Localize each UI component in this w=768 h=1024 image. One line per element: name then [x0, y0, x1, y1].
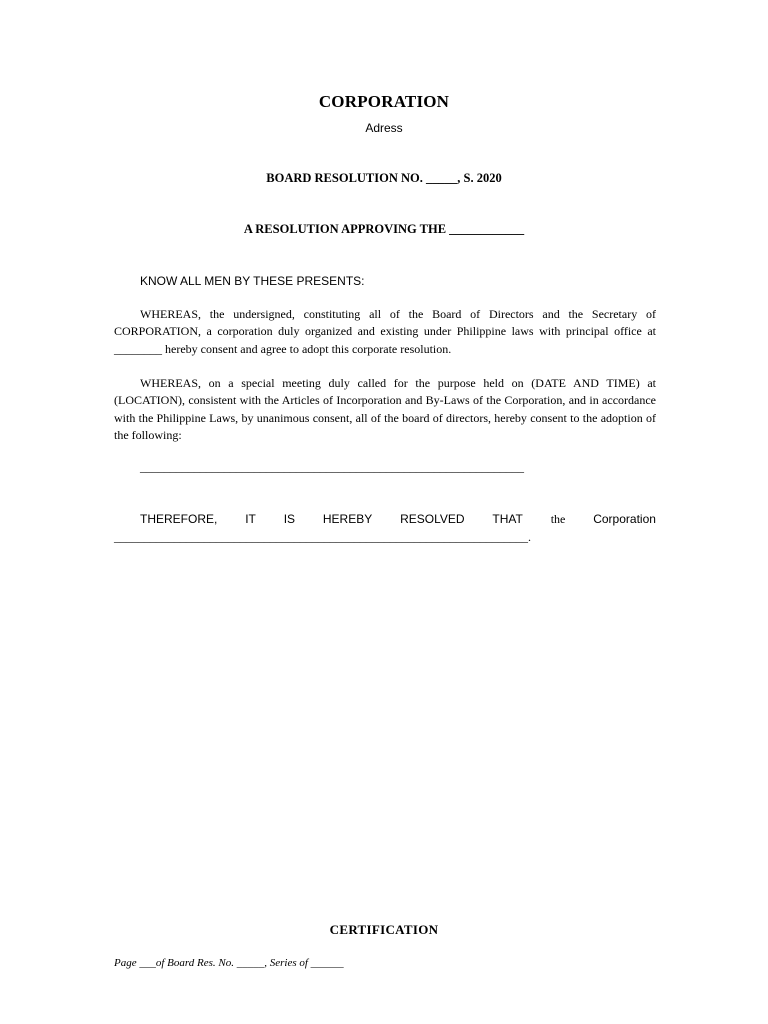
therefore-blank-line: _____________________________________________________________________. — [114, 530, 531, 544]
resolution-blank-line: ________________________________________________________________ — [140, 460, 524, 474]
therefore-word: RESOLVED — [400, 512, 465, 526]
therefore-word: THEREFORE, — [140, 512, 218, 526]
therefore-word: IT — [245, 512, 256, 526]
whereas-paragraph-2: WHEREAS, on a special meeting duly called for the purpose held on (DATE AND TIME) at (LOCATION), consistent with the Articles of Incorporation and By-Laws of the Corporation, and in accordance with the Philippine Laws, by unanimous consent, all of the board of directors, hereby consent to the adoption of the following: — [114, 376, 656, 442]
know-all-men-line: KNOW ALL MEN BY THESE PRESENTS: — [140, 274, 365, 288]
therefore-word: the — [550, 512, 566, 526]
resolution-subject: A RESOLUTION APPROVING THE ____________ — [243, 222, 525, 236]
address-line: Adress — [365, 121, 403, 135]
therefore-clause — [140, 512, 656, 527]
certification-heading: CERTIFICATION — [329, 922, 439, 937]
whereas-paragraph-1: WHEREAS, the undersigned, constituting all of the Board of Directors and the Secretary of CORPORATION, a corporation duly organized and existing under Philippine laws with principal office at ________ hereby consent and agree to adopt this corporate resolution. — [114, 307, 656, 356]
therefore-word: THAT — [492, 512, 523, 526]
page-footer: Page ___of Board Res. No. _____, Series of ______ — [114, 957, 344, 969]
therefore-word: IS — [283, 512, 296, 526]
therefore-word: Corporation — [593, 512, 656, 526]
resolution-number: BOARD RESOLUTION NO. _____, S. 2020 — [266, 171, 502, 185]
document-title: CORPORATION — [318, 92, 450, 111]
therefore-word: HEREBY — [322, 512, 373, 526]
